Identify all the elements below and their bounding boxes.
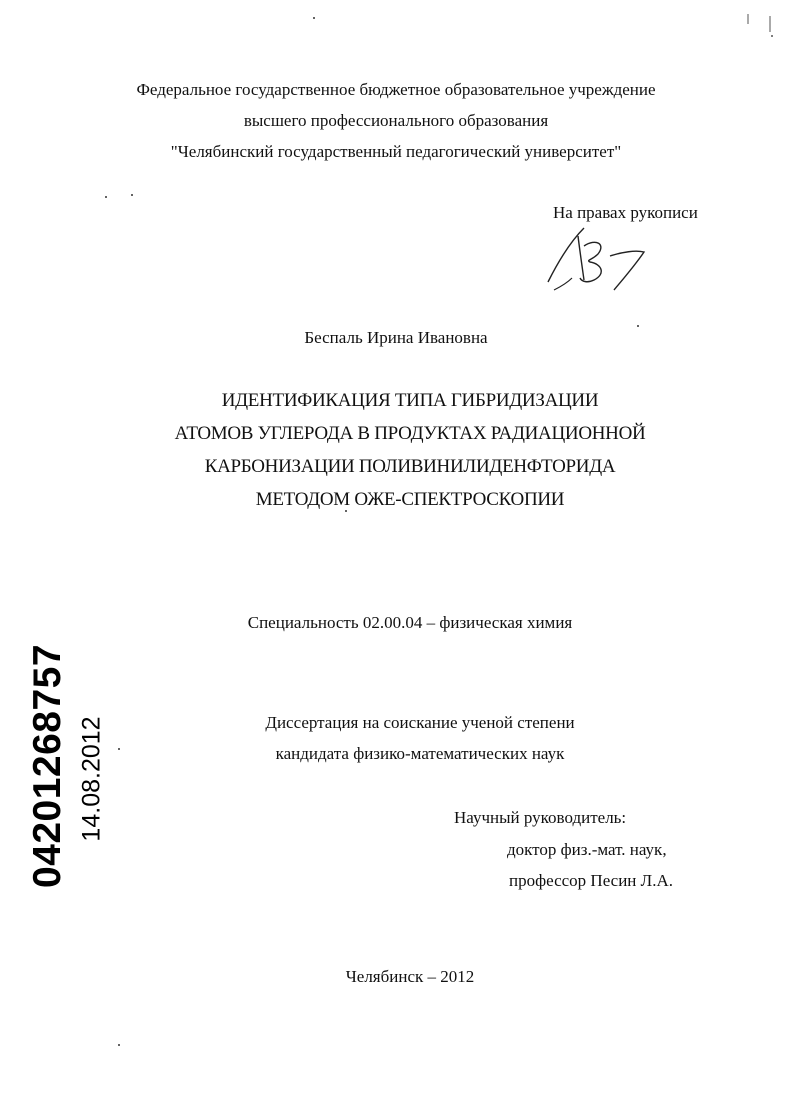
specialty: Специальность 02.00.04 – физическая химия bbox=[247, 613, 573, 632]
advisor-name: профессор Песин Л.А. bbox=[509, 871, 673, 890]
scan-speck bbox=[131, 194, 133, 196]
handwritten-signature bbox=[540, 222, 650, 292]
title-line-2: АТОМОВ УГЛЕРОДА В ПРОДУКТАХ РАДИАЦИОННОЙ bbox=[174, 423, 646, 444]
title-line-3: КАРБОНИЗАЦИИ ПОЛИВИНИЛИДЕНФТОРИДА bbox=[204, 456, 616, 477]
advisor-label: Научный руководитель: bbox=[454, 808, 627, 827]
dissertation-line-1: Диссертация на соискание ученой степени bbox=[265, 713, 575, 732]
manuscript-note: На правах рукописи bbox=[553, 203, 698, 222]
scan-speck bbox=[118, 748, 120, 750]
title-line-4: МЕТОДОМ ОЖЕ-СПЕКТРОСКОПИИ bbox=[255, 489, 565, 510]
author-name: Беспаль Ирина Ивановна bbox=[304, 328, 488, 347]
institution-line-3: "Челябинский государственный педагогический университет" bbox=[170, 142, 622, 161]
library-stamp-number: 04201268757 bbox=[26, 643, 69, 889]
institution-header bbox=[0, 74, 792, 167]
scan-speck bbox=[118, 1044, 120, 1046]
dissertation-description bbox=[0, 707, 792, 769]
city-year: Челябинск – 2012 bbox=[345, 967, 475, 986]
library-stamp-date: 14.08.2012 bbox=[77, 716, 106, 842]
advisor-degree: доктор физ.-мат. наук, bbox=[507, 840, 667, 859]
scan-speck bbox=[313, 17, 315, 19]
scan-speck bbox=[637, 325, 639, 327]
dissertation-line-2: кандидата физико-математических наук bbox=[275, 744, 565, 763]
title-line-1: ИДЕНТИФИКАЦИЯ ТИПА ГИБРИДИЗАЦИИ bbox=[221, 390, 599, 411]
institution-line-2: высшего профессионального образования bbox=[243, 111, 549, 130]
scan-speck bbox=[345, 510, 347, 512]
scan-corner-mark bbox=[744, 10, 774, 40]
scan-speck bbox=[105, 196, 107, 198]
thesis-title bbox=[0, 384, 792, 516]
institution-line-1: Федеральное государственное бюджетное образовательное учреждение bbox=[136, 80, 656, 99]
